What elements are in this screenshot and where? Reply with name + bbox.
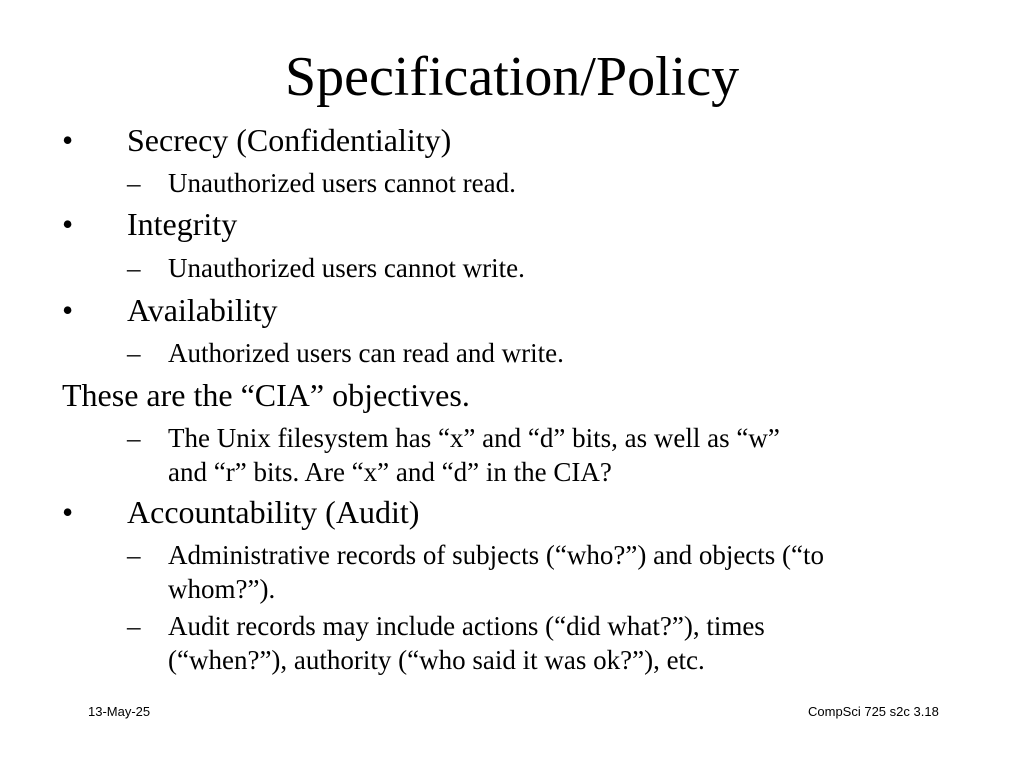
dash-marker: – [127,540,141,570]
sub-item-line: Administrative records of subjects (“who?”) and objects (“to [168,540,825,570]
bullet-text: Availability [127,292,278,328]
footer-date: 13-May-25 [88,704,151,719]
sub-item-text [168,421,988,489]
sub-item-text: Unauthorized users cannot write. [168,253,525,283]
sub-item-line: The Unix filesystem has “x” and “d” bits, as well as “w” [168,423,780,453]
dash-marker: – [127,168,141,198]
bullet-text: Accountability (Audit) [127,494,420,530]
sub-item-line: (“when?”), authority (“who said it was ok?”), etc. [168,645,705,675]
sub-item-text: Authorized users can read and write. [168,338,564,368]
sub-item-line: and “r” bits. Are “x” and “d” in the CIA? [168,457,612,487]
bullet-marker: • [62,206,74,242]
plain-line-text: These are the “CIA” objectives. [62,377,470,413]
bullet-text: Integrity [127,206,238,242]
dash-marker: – [127,423,141,453]
bullet-marker: • [62,122,74,158]
sub-item-text: Unauthorized users cannot read. [168,168,516,198]
sub-item-line: Audit records may include actions (“did what?”), times [168,611,765,641]
bullet-text: Secrecy (Confidentiality) [127,122,452,158]
dash-marker: – [127,338,141,368]
bullet-marker: • [62,494,74,530]
dash-marker: – [127,611,141,641]
dash-marker: – [127,253,141,283]
sub-item-text [168,609,988,677]
sub-item-line: whom?”). [168,574,276,604]
footer-course-label: CompSci 725 s2c 3.18 [808,704,939,719]
bullet-marker: • [62,292,74,328]
sub-item-text [168,538,988,606]
slide-title: Specification/Policy [284,46,740,108]
